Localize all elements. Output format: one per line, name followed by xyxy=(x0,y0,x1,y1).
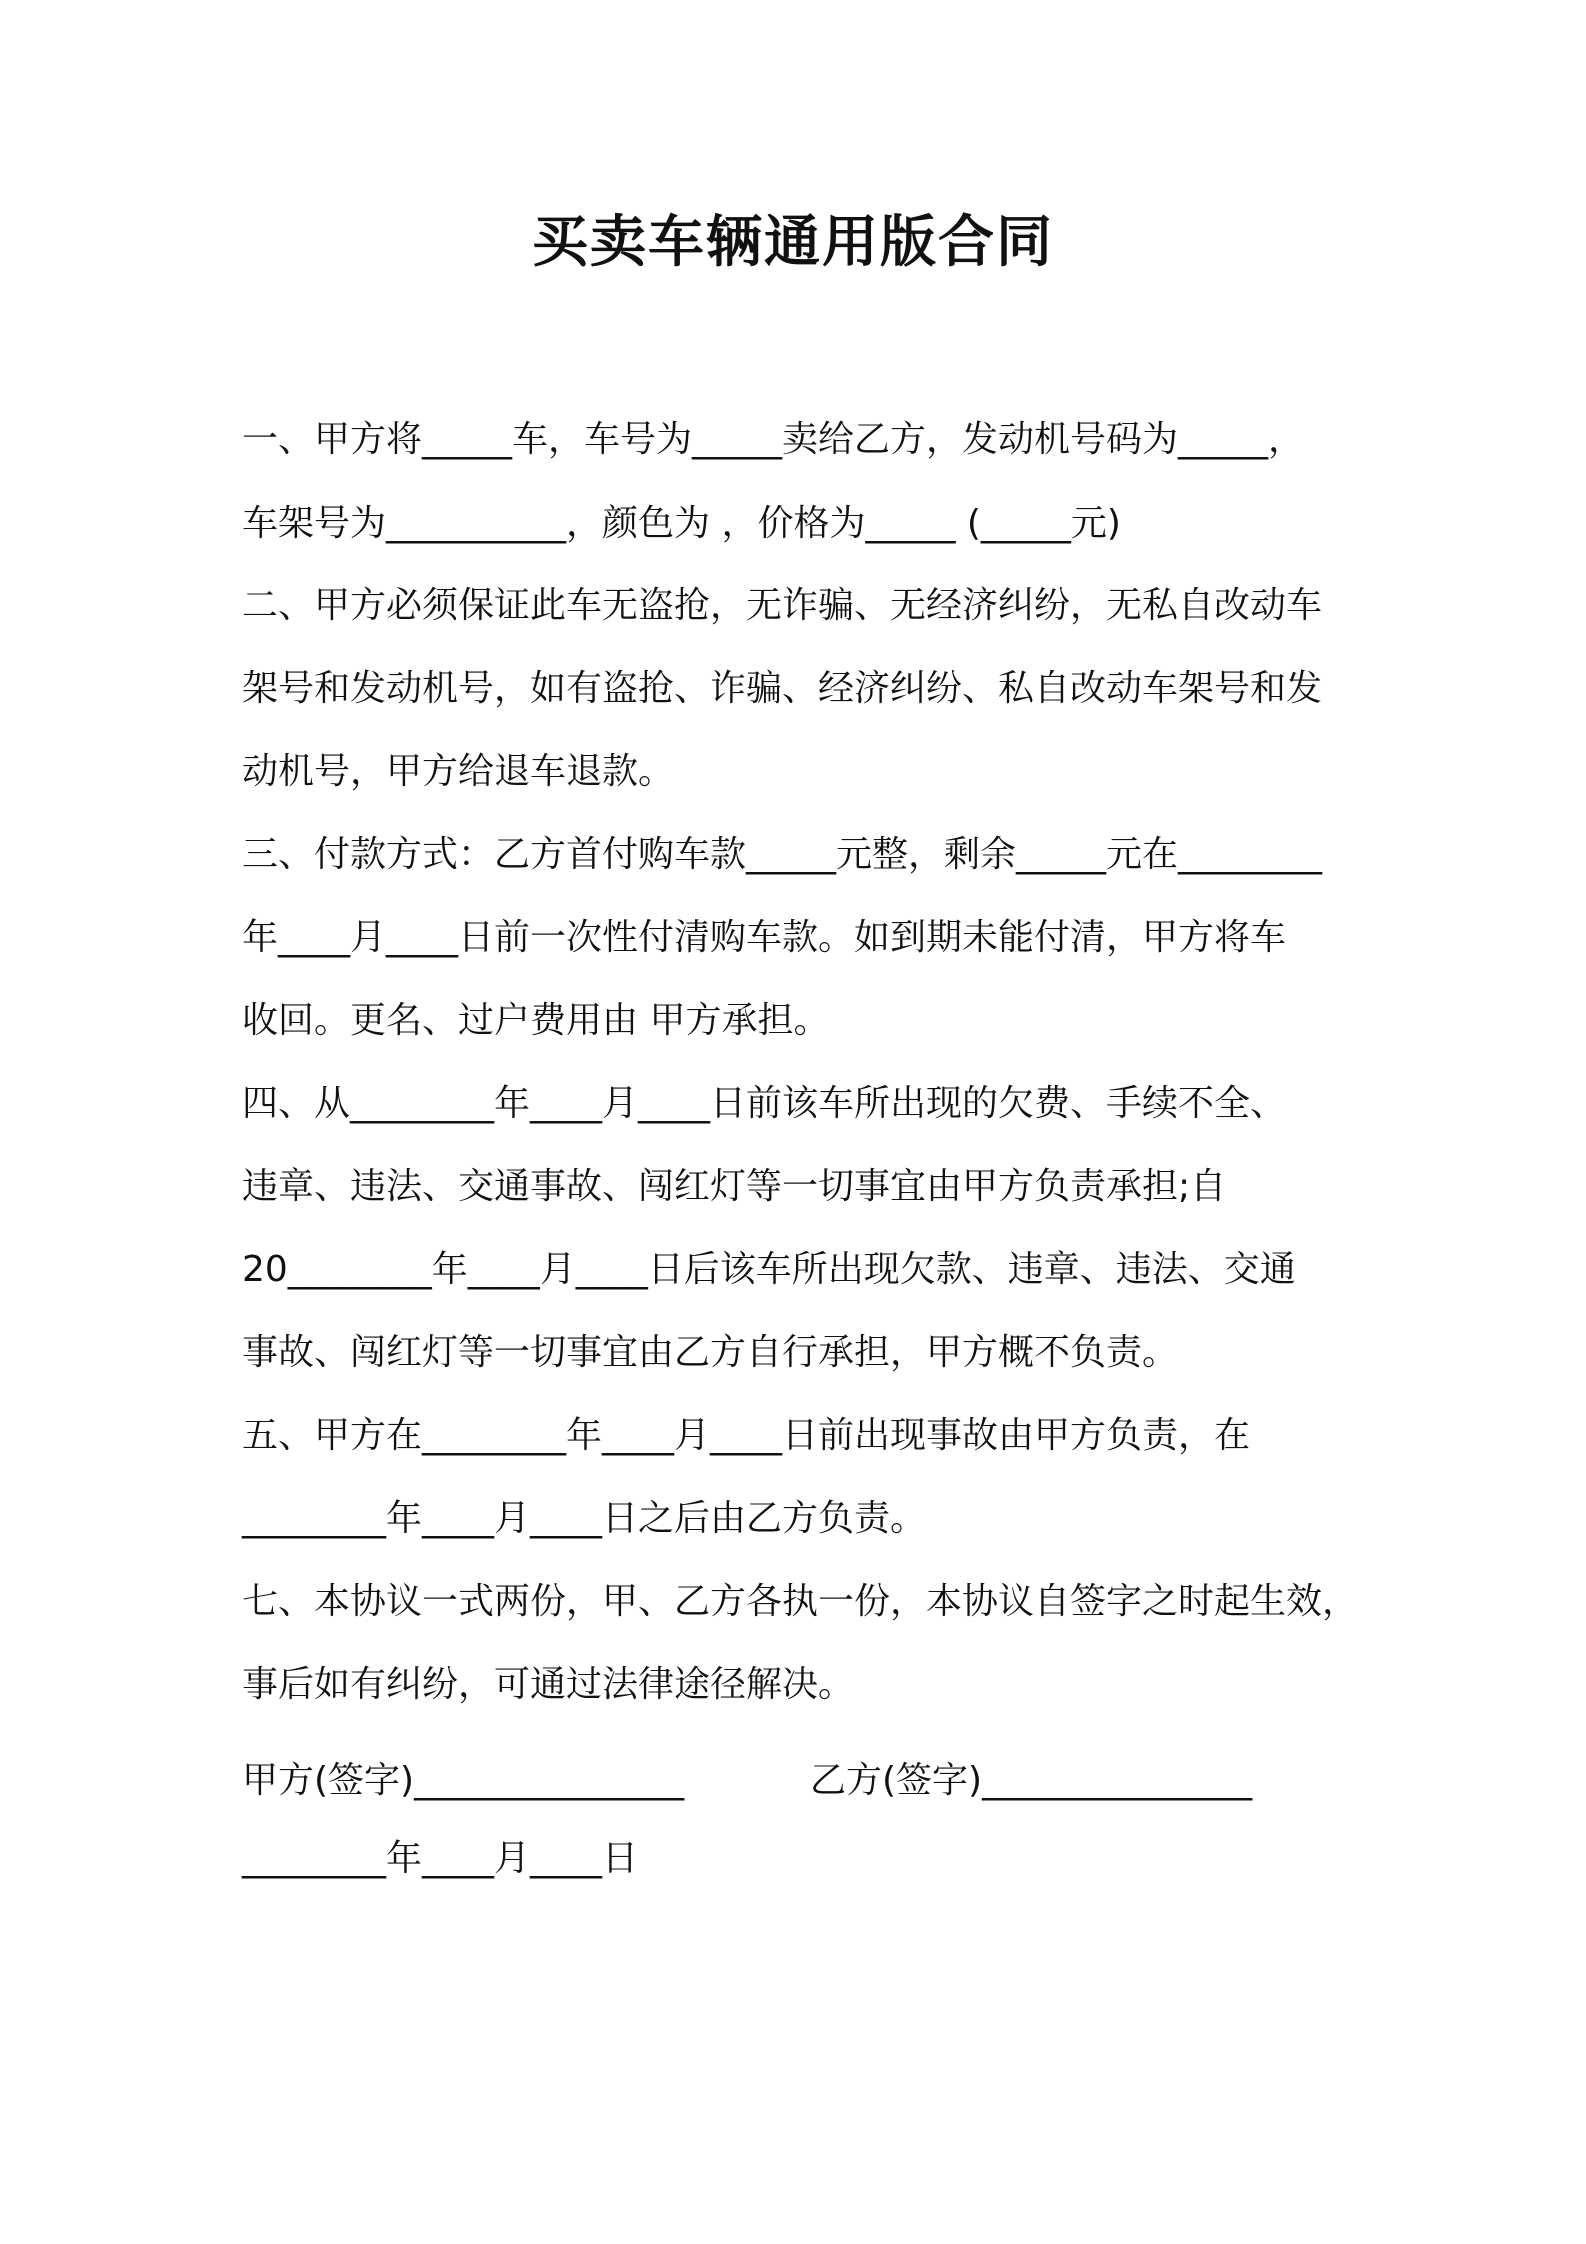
signature-date: ________年____月____日 xyxy=(242,1838,638,1879)
clause-4-line-3: 20________年____月____日后该车所出现欠款、违章、违法、交通 xyxy=(242,1249,1296,1290)
clause-2-line-1: 二、甲方必须保证此车无盗抢，无诈骗、无经济纠纷，无私自改动车 xyxy=(242,585,1323,626)
clause-7-line-2: 事后如有纠纷，可通过法律途径解决。 xyxy=(242,1664,855,1705)
clause-5-line-2: ________年____月____日之后由乙方负责。 xyxy=(242,1498,927,1539)
clause-4-line-1: 四、从________年____月____日前该车所出现的欠费、手续不全、 xyxy=(242,1083,1287,1124)
clause-2-line-3: 动机号，甲方给退车退款。 xyxy=(242,751,675,792)
clause-1-line-1: 一、甲方将_____车，车号为_____卖给乙方，发动机号码为_____， xyxy=(242,419,1305,460)
clause-4-line-4: 事故、闯红灯等一切事宜由乙方自行承担，甲方概不负责。 xyxy=(242,1332,1179,1373)
clause-1-line-2: 车架号为__________，颜色为 ，价格为_____ (_____元) xyxy=(242,503,1121,544)
clause-3-line-3: 收回。更名、过户费用由 甲方承担。 xyxy=(242,1000,830,1041)
clause-7-line-1: 七、本协议一式两份，甲、乙方各执一份，本协议自签字之时起生效， xyxy=(242,1581,1359,1622)
clause-3-line-1: 三、付款方式：乙方首付购车款_____元整，剩余_____元在________ xyxy=(242,834,1323,875)
clause-3-line-2: 年____月____日前一次性付清购车款。如到期未能付清，甲方将车 xyxy=(242,917,1287,958)
clause-4-line-2: 违章、违法、交通事故、闯红灯等一切事宜由甲方负责承担;自 xyxy=(242,1166,1227,1207)
document-title: 买卖车辆通用版合同 xyxy=(532,210,1054,275)
clause-5-line-1: 五、甲方在________年____月____日前出现事故由甲方负责，在 xyxy=(242,1415,1251,1456)
clause-2-line-2: 架号和发动机号，如有盗抢、诈骗、经济纠纷、私自改动车架号和发 xyxy=(242,668,1323,709)
party-a-signature: 甲方(签字)_______________ xyxy=(242,1760,685,1801)
party-b-signature: 乙方(签字)_______________ xyxy=(810,1760,1253,1801)
